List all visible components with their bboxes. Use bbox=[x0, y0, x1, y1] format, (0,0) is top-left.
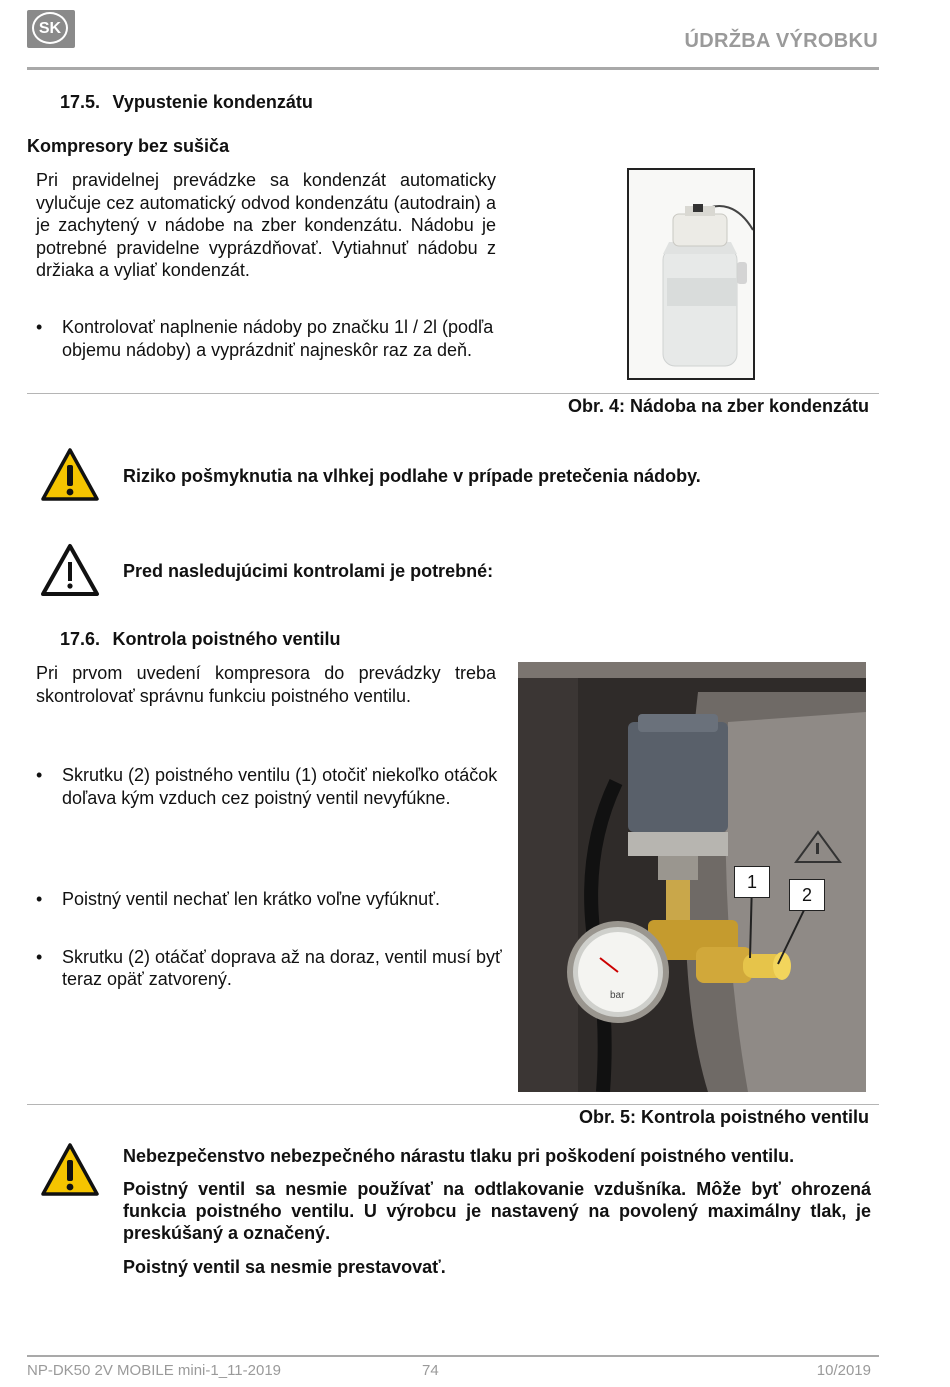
paragraph-safety-valve: Pri prvom uvedení kompresora do prevádzky treba skontrolovať správnu funkciu poistného ventilu. bbox=[36, 663, 496, 706]
caution-text: Pred nasledujúcimi kontrolami je potrebné: bbox=[123, 561, 494, 581]
language-badge bbox=[27, 10, 75, 48]
figure-caption: Obr. 4: Nádoba na zber kondenzátu bbox=[567, 396, 869, 416]
warning-paragraph: Nebezpečenstvo nebezpečného nárastu tlaku pri poškodení poistného ventilu. bbox=[123, 1146, 795, 1166]
paragraph-condensate: Pri pravidelnej prevádzke sa kondenzát automaticky vylučuje cez automatický odvod kondenzátu (autodrain) a je zachytený v nádobe na zber kondenzátu. Nádobu je potrebné pravidelne vyprázdňovať. Vytiahnuť nádobu z držiaka a vyliať kondenzát. bbox=[36, 170, 496, 280]
list-item-text: Poistný ventil nechať len krátko voľne vyfúknuť. bbox=[62, 889, 440, 909]
figure-caption: Obr. 5: Kontrola poistného ventilu bbox=[578, 1107, 869, 1127]
list-item: • Poistný ventil nechať len krátko voľne vyfúknuť. bbox=[36, 889, 440, 909]
subheading: Kompresory bez sušiča bbox=[27, 136, 230, 156]
list-item-text: Skrutku (2) otáčať doprava až na doraz, ventil musí byť teraz opäť zatvorený. bbox=[62, 946, 502, 989]
language-badge-label: SK bbox=[32, 12, 68, 44]
warning-icon bbox=[40, 447, 100, 508]
chapter-title: ÚDRŽBA VÝROBKU bbox=[684, 30, 878, 52]
valve-illustration bbox=[518, 662, 866, 1092]
caution-icon bbox=[40, 542, 100, 603]
section-number: 17.6. bbox=[60, 629, 101, 649]
figure-condensate-bottle bbox=[627, 168, 755, 380]
header-divider bbox=[27, 67, 879, 70]
list-item: • Skrutku (2) poistného ventilu (1) otočiť niekoľko otáčok doľava kým vzduch cez poistný ventil nevyfúkne. bbox=[36, 765, 498, 808]
figure-label-2: 2 bbox=[789, 879, 825, 911]
section-title: Vypustenie kondenzátu bbox=[112, 92, 313, 112]
section-title: Kontrola poistného ventilu bbox=[112, 629, 341, 649]
gauge-label: bar bbox=[610, 990, 625, 1001]
warning-paragraph: Poistný ventil sa nesmie prestavovať. bbox=[123, 1257, 446, 1277]
list-item-text: Kontrolovať naplnenie nádoby po značku 1l / 2l (podľa objemu nádoby) a vyprázdniť najneskôr raz za deň. bbox=[62, 317, 494, 360]
list-item-text: Skrutku (2) poistného ventilu (1) otočiť niekoľko otáčok doľava kým vzduch cez poistný ventil nevyfúkne. bbox=[62, 765, 498, 808]
warning-text: Riziko pošmyknutia na vlhkej podlahe v prípade pretečenia nádoby. bbox=[123, 466, 701, 486]
warning-paragraph: Poistný ventil sa nesmie používať na odtlakovanie vzdušníka. Môže byť ohrozená funkcia poistného ventilu. U výrobcu je nastavený na povolený maximálny tlak, je preskúšaný a označený. bbox=[123, 1179, 871, 1243]
section-number: 17.5. bbox=[60, 92, 101, 112]
warning-icon bbox=[40, 1142, 100, 1203]
footer-divider bbox=[27, 1355, 879, 1357]
footer-doc-id: NP-DK50 2V MOBILE mini-1_11-2019 bbox=[27, 1362, 282, 1379]
figure-label-1: 1 bbox=[734, 866, 770, 898]
figure-divider bbox=[27, 1104, 879, 1105]
list-item: • Skrutku (2) otáčať doprava až na doraz, ventil musí byť teraz opäť zatvorený. bbox=[36, 946, 502, 989]
figure-safety-valve bbox=[518, 662, 866, 1092]
section-heading-17-5 bbox=[60, 92, 313, 113]
figure-divider bbox=[27, 393, 879, 394]
bottle-illustration bbox=[629, 170, 753, 378]
section-heading-17-6 bbox=[60, 629, 341, 650]
footer-page-number: 74 bbox=[422, 1362, 439, 1379]
list-item: • Kontrolovať naplnenie nádoby po značku 1l / 2l (podľa objemu nádoby) a vyprázdniť najneskôr raz za deň. bbox=[36, 317, 494, 360]
footer-date: 10/2019 bbox=[816, 1362, 871, 1379]
